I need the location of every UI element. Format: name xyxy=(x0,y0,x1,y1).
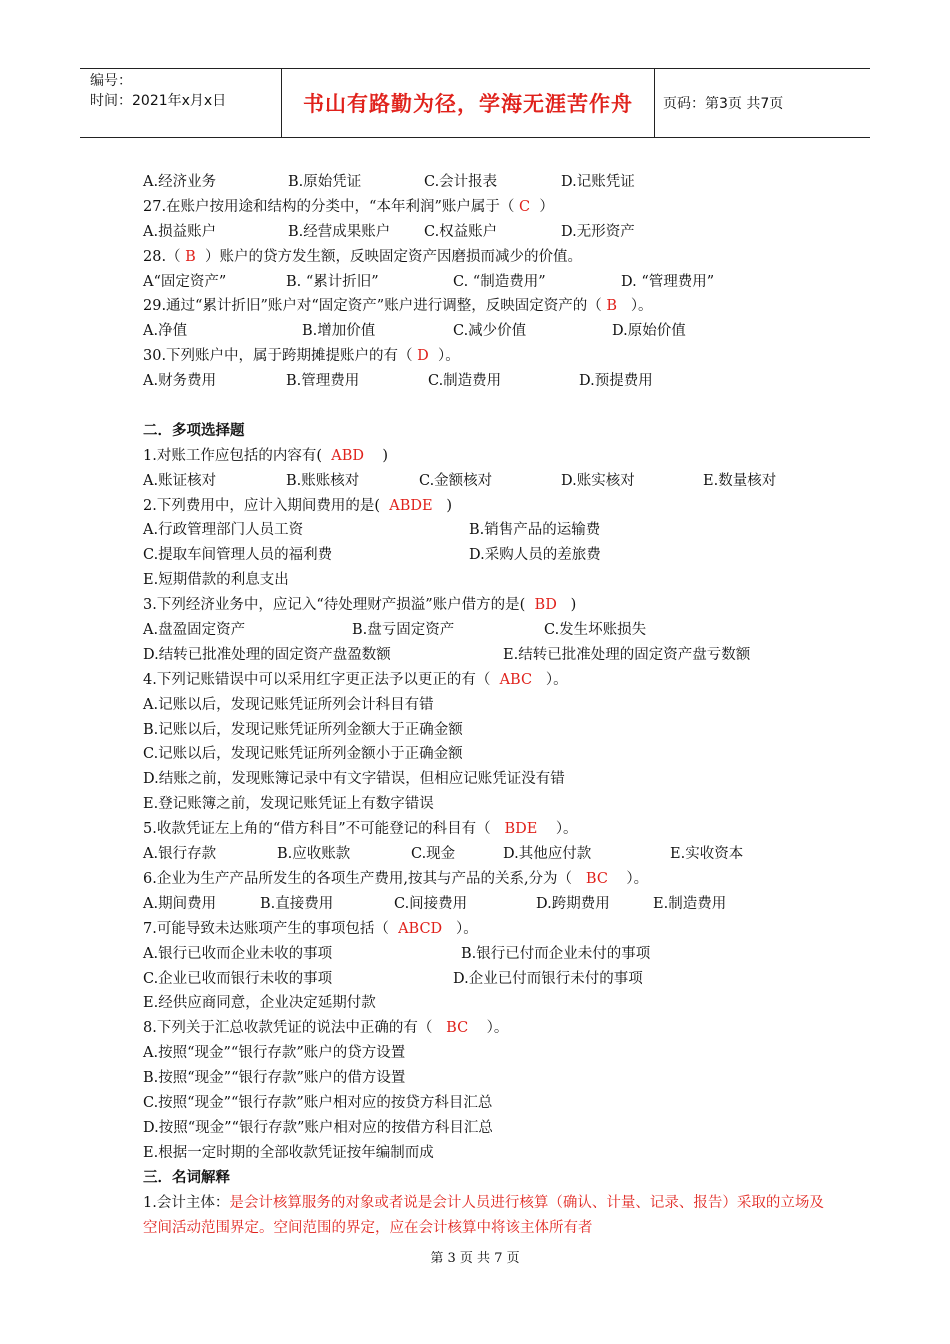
s2-q7-options-row2: C.企业已收而银行未收的事项 D.企业已付而银行未付的事项 xyxy=(143,970,643,987)
s2-q8-option-b: B.按照“现金”“银行存款”账户的借方设置 xyxy=(143,1070,406,1087)
s2-q4-option-a: A.记账以后，发现记账凭证所列会计科目有错 xyxy=(143,696,434,713)
answer: ABCD xyxy=(398,920,443,937)
s2-q4-stem: 4.下列记账错误中可以采用红字更正法予以更正的有（ ABC ）。 xyxy=(143,671,568,688)
s2-q8-stem: 8.下列关于汇总收款凭证的说法中正确的有（ BC ）。 xyxy=(143,1020,509,1037)
answer: D xyxy=(417,348,429,365)
q28-stem: 28.（ B ）账户的贷方发生额，反映固定资产因磨损而减少的价值。 xyxy=(143,248,583,265)
answer: BD xyxy=(534,597,557,614)
term1-text: 是会计核算服务的对象或者说是会计人员进行核算（确认、计量、记录、报告）采取的立场及空间活动范围界定。空间范围的界定，应在会计核算中将该主体所有者 xyxy=(143,1194,824,1236)
s2-q2-options-row3: E.短期借款的利息支出 xyxy=(143,572,289,589)
answer: BC xyxy=(446,1020,469,1037)
answer: ABD xyxy=(331,447,364,464)
s2-q6-options: A.期间费用 B.直接费用 C.间接费用 D.跨期费用 E.制造费用 xyxy=(143,895,727,912)
s2-q3-stem: 3.下列经济业务中，应记入“待处理财产损溢”账户借方的是( BD ) xyxy=(143,597,577,614)
doc-number-label: 编号： xyxy=(90,73,132,89)
term1-definition xyxy=(143,1191,833,1241)
s2-q7-option-e: E.经供应商同意，企业决定延期付款 xyxy=(143,995,376,1012)
s2-q2-options-row2: C.提取车间管理人员的福利费 D.采购人员的差旅费 xyxy=(143,547,601,564)
s2-q4-option-e: E.登记账簿之前，发现记账凭证上有数字错误 xyxy=(143,796,434,813)
page-footer: 第 3 页 共 7 页 xyxy=(430,1251,520,1266)
s2-q3-options-row1: A.盘盈固定资产 B.盘亏固定资产 C.发生坏账损失 xyxy=(143,622,647,639)
s2-q4-option-d: D.结账之前，发现账簿记录中有文字错误，但相应记账凭证没有错 xyxy=(143,771,565,788)
s2-q5-stem: 5.收款凭证左上角的“借方科目”不可能登记的科目有（ BDE ）。 xyxy=(143,821,578,838)
s2-q3-options-row2: D.结转已批准处理的固定资产盘盈数额 E.结转已批准处理的固定资产盘亏数额 xyxy=(143,646,751,663)
header-motto: 书山有路勤为径，学海无涯苦作舟 xyxy=(282,69,655,137)
s2-q7-options-row1: A.银行已收而企业未收的事项 B.银行已付而企业未付的事项 xyxy=(143,945,651,962)
answer: ABDE xyxy=(389,497,433,514)
s2-q8-option-c: C.按照“现金”“银行存款”账户相对应的按贷方科目汇总 xyxy=(143,1094,493,1111)
s2-q1-options: A.账证核对 B.账账核对 C.金额核对 D.账实核对 E.数量核对 xyxy=(143,472,777,489)
s2-q8-option-d: D.按照“现金”“银行存款”账户相对应的按借方科目汇总 xyxy=(143,1119,493,1136)
q27-options: A.损益账户 B.经营成果账户 C.权益账户 D.无形资产 xyxy=(143,223,635,240)
s2-q2-options-row1: A.行政管理部门人员工资 B.销售产品的运输费 xyxy=(143,522,601,539)
q28-options: A“固定资产” B. “累计折旧” C. “制造费用” D. “管理费用” xyxy=(143,273,715,290)
s2-q4-option-c: C.记账以后，发现记账凭证所列金额小于正确金额 xyxy=(143,746,463,763)
doc-time-label: 时间：2021年x月x日 xyxy=(90,93,227,109)
document-body xyxy=(143,170,833,1241)
s2-q6-stem: 6.企业为生产产品所发生的各项生产费用,按其与产品的关系,分为（ BC ）。 xyxy=(143,870,649,887)
header-page-label: 页码：第3页 共7页 xyxy=(663,96,784,112)
answer: ABC xyxy=(499,671,533,688)
s2-q5-options: A.银行存款 B.应收账款 C.现金 D.其他应付款 E.实收资本 xyxy=(143,846,744,863)
answer: B xyxy=(185,248,196,265)
q27-stem: 27.在账户按用途和结构的分类中，“本年利润”账户属于（ C ） xyxy=(143,198,554,215)
section3-title: 三．名词解释 xyxy=(143,1169,230,1186)
answer: C xyxy=(519,198,531,215)
term1-label: 1.会计主体： xyxy=(143,1194,230,1211)
answer: B xyxy=(606,298,617,315)
answer: BC xyxy=(585,870,608,887)
s2-q8-option-e: E.根据一定时期的全部收款凭证按年编制而成 xyxy=(143,1144,434,1161)
s2-q4-option-b: B.记账以后，发现记账凭证所列金额大于正确金额 xyxy=(143,721,463,738)
s2-q1-stem: 1.对账工作应包括的内容有( ABD ) xyxy=(143,447,389,464)
q26-options: A.经济业务 B.原始凭证 C.会计报表 D.记账凭证 xyxy=(143,174,635,190)
s2-q8-option-a: A.按照“现金”“银行存款”账户的贷方设置 xyxy=(143,1045,406,1062)
q30-stem: 30.下列账户中，属于跨期摊提账户的有（ D ）。 xyxy=(143,348,460,365)
page-header xyxy=(80,68,870,138)
answer: BDE xyxy=(504,821,538,838)
q30-options: A.财务费用 B.管理费用 C.制造费用 D.预提费用 xyxy=(143,373,653,390)
q29-stem: 29.通过“累计折旧”账户对“固定资产”账户进行调整，反映固定资产的（ B ）。 xyxy=(143,298,653,315)
s2-q2-stem: 2.下列费用中，应计入期间费用的是( ABDE ) xyxy=(143,497,453,514)
q29-options: A.净值 B.增加价值 C.减少价值 D.原始价值 xyxy=(143,323,686,340)
s2-q7-stem: 7.可能导致未达账项产生的事项包括（ ABCD ）。 xyxy=(143,920,478,937)
section2-title: 二．多项选择题 xyxy=(143,422,245,439)
header-left-cell xyxy=(80,69,282,137)
